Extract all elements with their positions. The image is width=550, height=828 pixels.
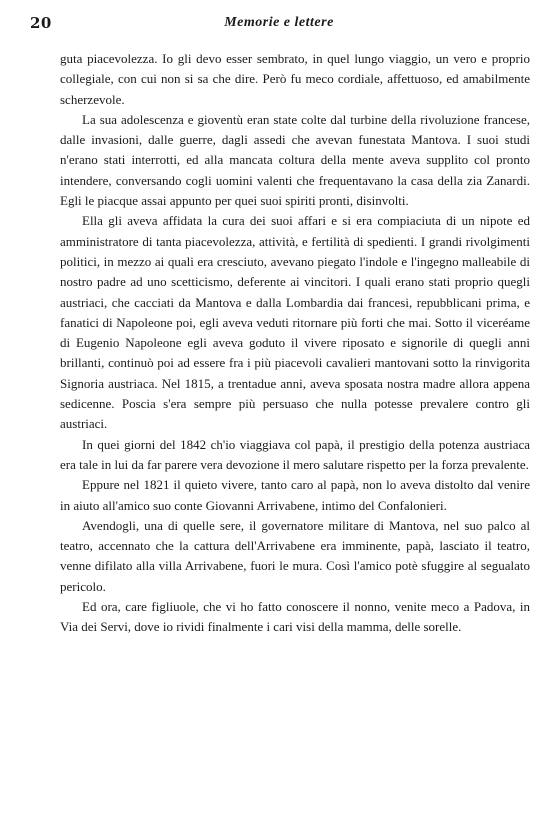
running-title: Memorie e lettere <box>224 15 334 30</box>
paragraph-governor: Avendogli, una di quelle sere, il governatore militare di Mantova, nel suo palco al teatro, accennato che la cattura dell'Arrivabene era imminente, papà, lasciato il teatro, venne difilato alla villa Arrivabene, fuori le mura. Così l'amico potè sfuggire al segualato pericolo. <box>60 517 530 594</box>
body-text <box>60 49 530 638</box>
page-number: 20 <box>30 14 52 32</box>
paragraph-padova: Ed ora, care figliuole, che vi ho fatto conoscere il nonno, venite meco a Padova, in Via dei Servi, dove io rividi finalmente i cari visi della mamma, delle sorelle. <box>60 599 530 635</box>
paragraph-continuation: guta piacevolezza. Io gli devo esser sembrato, in quel lungo viaggio, un vero e proprio collegiale, con cui non si sa che dire. Però fu meco cordiale, affettuoso, ed amabilmente scherzevole. <box>60 51 530 107</box>
paragraph-affairs: Ella gli aveva affidata la cura dei suoi affari e si era compiaciuta di un nipote ed amministratore di tanta piacevolezza, attività, e fertilità di spedienti. I grandi rivolgimenti politici, in mezzo ai quali era cresciuto, avevano piegato l'indole e l'ingegno malleabile di nostro padre ad uno scetticismo, deferente ai vincitori. I quali erano stati proprio quegli austriaci, che cacciati da Mantova e dalla Lombardia dai francesi, repubblicani prima, e fanatici di Napoleone poi, egli aveva veduti ritornare più forti che mai. Sotto il viceréame di Eugenio Napoleone egli aveva goduto il vivere riposato e signorile di quegli anni brillanti, continuò poi ad essere fra i più piacevoli cavalieri mantovani sotto la rinvigorita Signoria austriaca. Nel 1815, a trentadue anni, aveva sposata nostra madre allora appena sedicenne. Poscia s'era sempre più persuaso che nulla potesse prevalere contro gli austriaci. <box>60 213 530 432</box>
paragraph-1821: Eppure nel 1821 il quieto vivere, tanto caro al papà, non lo aveva distolto dal venire in aiuto all'amico suo conte Giovanni Arrivabene, intimo del Confalonieri. <box>60 477 530 513</box>
paragraph-adolescence: La sua adolescenza e gioventù eran state colte dal turbine della rivoluzione francese, dalle invasioni, dalle guerre, dagli assedi che avevan funestata Mantova. I suoi studi n'erano stati interrotti, ed alla mancata coltura della mente aveva supplito col pronto intendere, conversando cogli uomini valenti che frequentavano la casa della zia Zanardi. Egli le piacque assai appunto per quei suoi spiriti pronti, disinvolti. <box>60 111 530 209</box>
page-header <box>30 14 528 36</box>
paragraph-1842: In quei giorni del 1842 ch'io viaggiava col papà, il prestigio della potenza austriaca era tale in lui da far parere vera devozione il mero salutare rispetto per la forza prevalente. <box>60 436 530 472</box>
